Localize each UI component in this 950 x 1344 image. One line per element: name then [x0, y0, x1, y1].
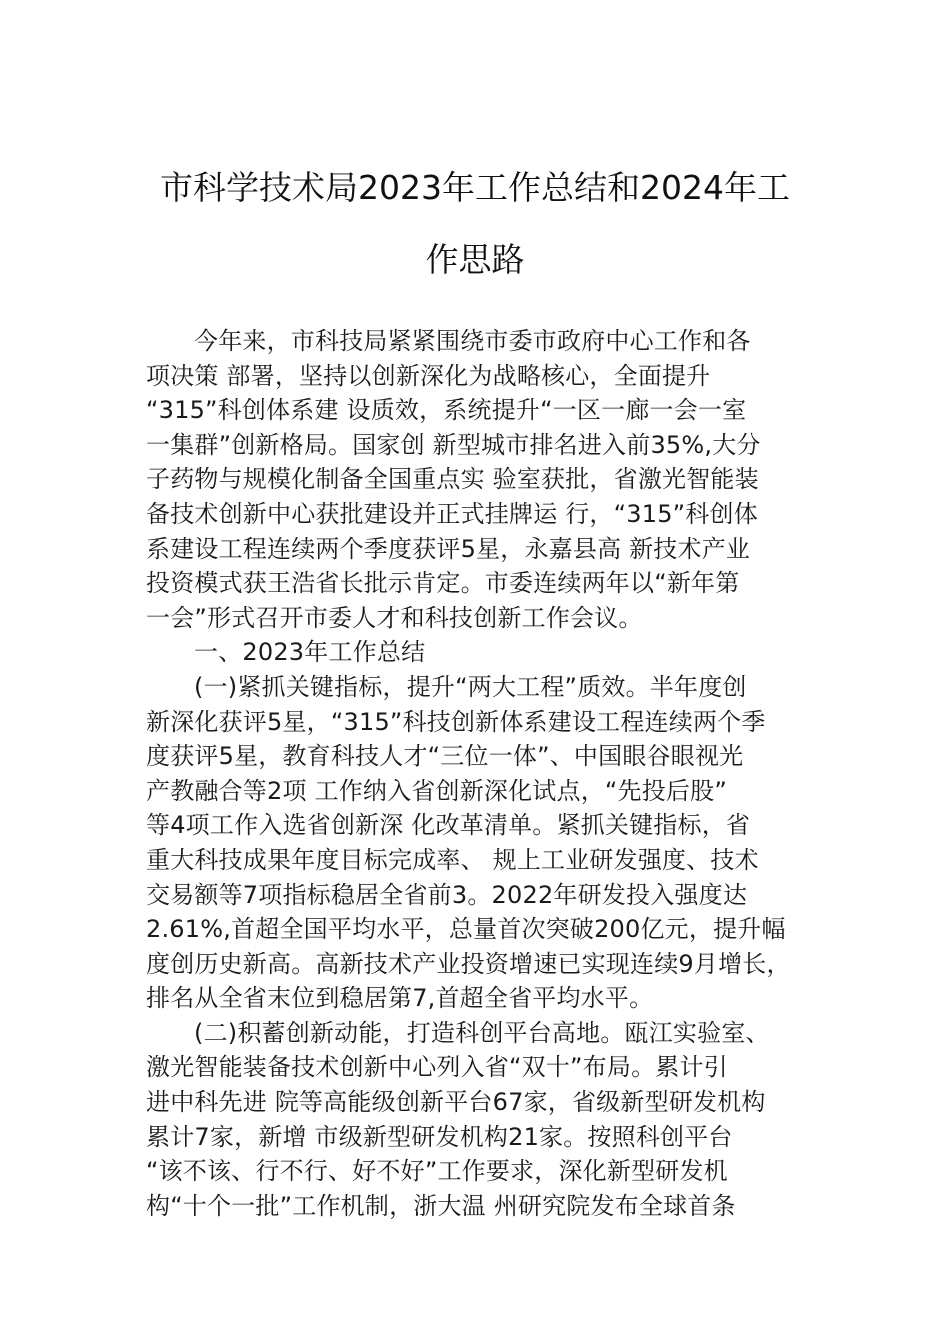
body-text-line: 构“十个一批”工作机制，浙大温 州研究院发布全球首条 — [146, 1191, 736, 1220]
body-text-line: 累计7家，新增 市级新型研发机构21家。按照科创平台 — [146, 1122, 733, 1151]
body-text-line: (一)紧抓关键指标，提升“两大工程”质效。半年度创 — [194, 672, 747, 701]
body-text-line: 重大科技成果年度目标完成率、 规上工业研发强度、技术 — [146, 845, 759, 874]
document-title-line-1: 市科学技术局2023年工作总结和2024年工 — [160, 168, 790, 207]
body-text-line: 子药物与规模化制备全国重点实 验室获批，省激光智能装 — [146, 465, 759, 494]
body-text-line: “该不该、行不行、好不好”工作要求，深化新型研发机 — [146, 1157, 728, 1186]
body-text-line: 新深化获评5星，“315”科技创新体系建设工程连续两个季 — [146, 707, 766, 736]
body-text-line: 等4项工作入选省创新深 化改革清单。紧抓关键指标，省 — [146, 811, 751, 840]
body-text-line: “315”科创体系建 设质效，系统提升“一区一廊一会一室 — [146, 396, 747, 425]
body-text-line: 系建设工程连续两个季度获评5星，永嘉县高 新技术产业 — [146, 534, 751, 563]
body-text-line: (二)积蓄创新动能，打造科创平台高地。瓯江实验室、 — [194, 1018, 770, 1047]
body-text-line: 交易额等7项指标稳居全省前3。2022年研发投入强度达 — [146, 880, 748, 909]
body-text-line: 项决策 部署，坚持以创新深化为战略核心，全面提升 — [146, 361, 711, 390]
document-title-line-2: 作思路 — [425, 240, 525, 279]
body-text-line: 激光智能装备技术创新中心列入省“双十”布局。累计引 — [146, 1053, 728, 1082]
document-body — [146, 324, 846, 1223]
body-text-line: 度获评5星，教育科技人才“三位一体”、中国眼谷眼视光 — [146, 742, 744, 771]
body-text-line: 2.61%,首超全国平均水平，总量首次突破200亿元，提升幅 — [146, 915, 786, 944]
body-text-line: 进中科先进 院等高能级创新平台67家，省级新型研发机构 — [146, 1088, 766, 1117]
body-text-line: 备技术创新中心获批建设并正式挂牌运 行，“315”科创体 — [146, 499, 758, 528]
body-text-line: 今年来，市科技局紧紧围绕市委市政府中心工作和各 — [194, 327, 751, 355]
body-text-line: 一集群”创新格局。国家创 新型城市排名进入前35%,大分 — [146, 430, 761, 459]
body-text-line: 一、2023年工作总结 — [194, 638, 426, 667]
body-text-line: 度创历史新高。高新技术产业投资增速已实现连续9月增长， — [146, 949, 791, 978]
body-text-line: 一会”形式召开市委人才和科技创新工作会议。 — [146, 603, 643, 632]
body-text-line: 排名从全省末位到稳居第7,首超全省平均水平。 — [146, 984, 654, 1013]
body-text-line: 投资模式获王浩省长批示肯定。市委连续两年以“新年第 — [146, 569, 740, 598]
body-text-line: 产教融合等2项 工作纳入省创新深化试点，“先投后股” — [146, 776, 727, 805]
